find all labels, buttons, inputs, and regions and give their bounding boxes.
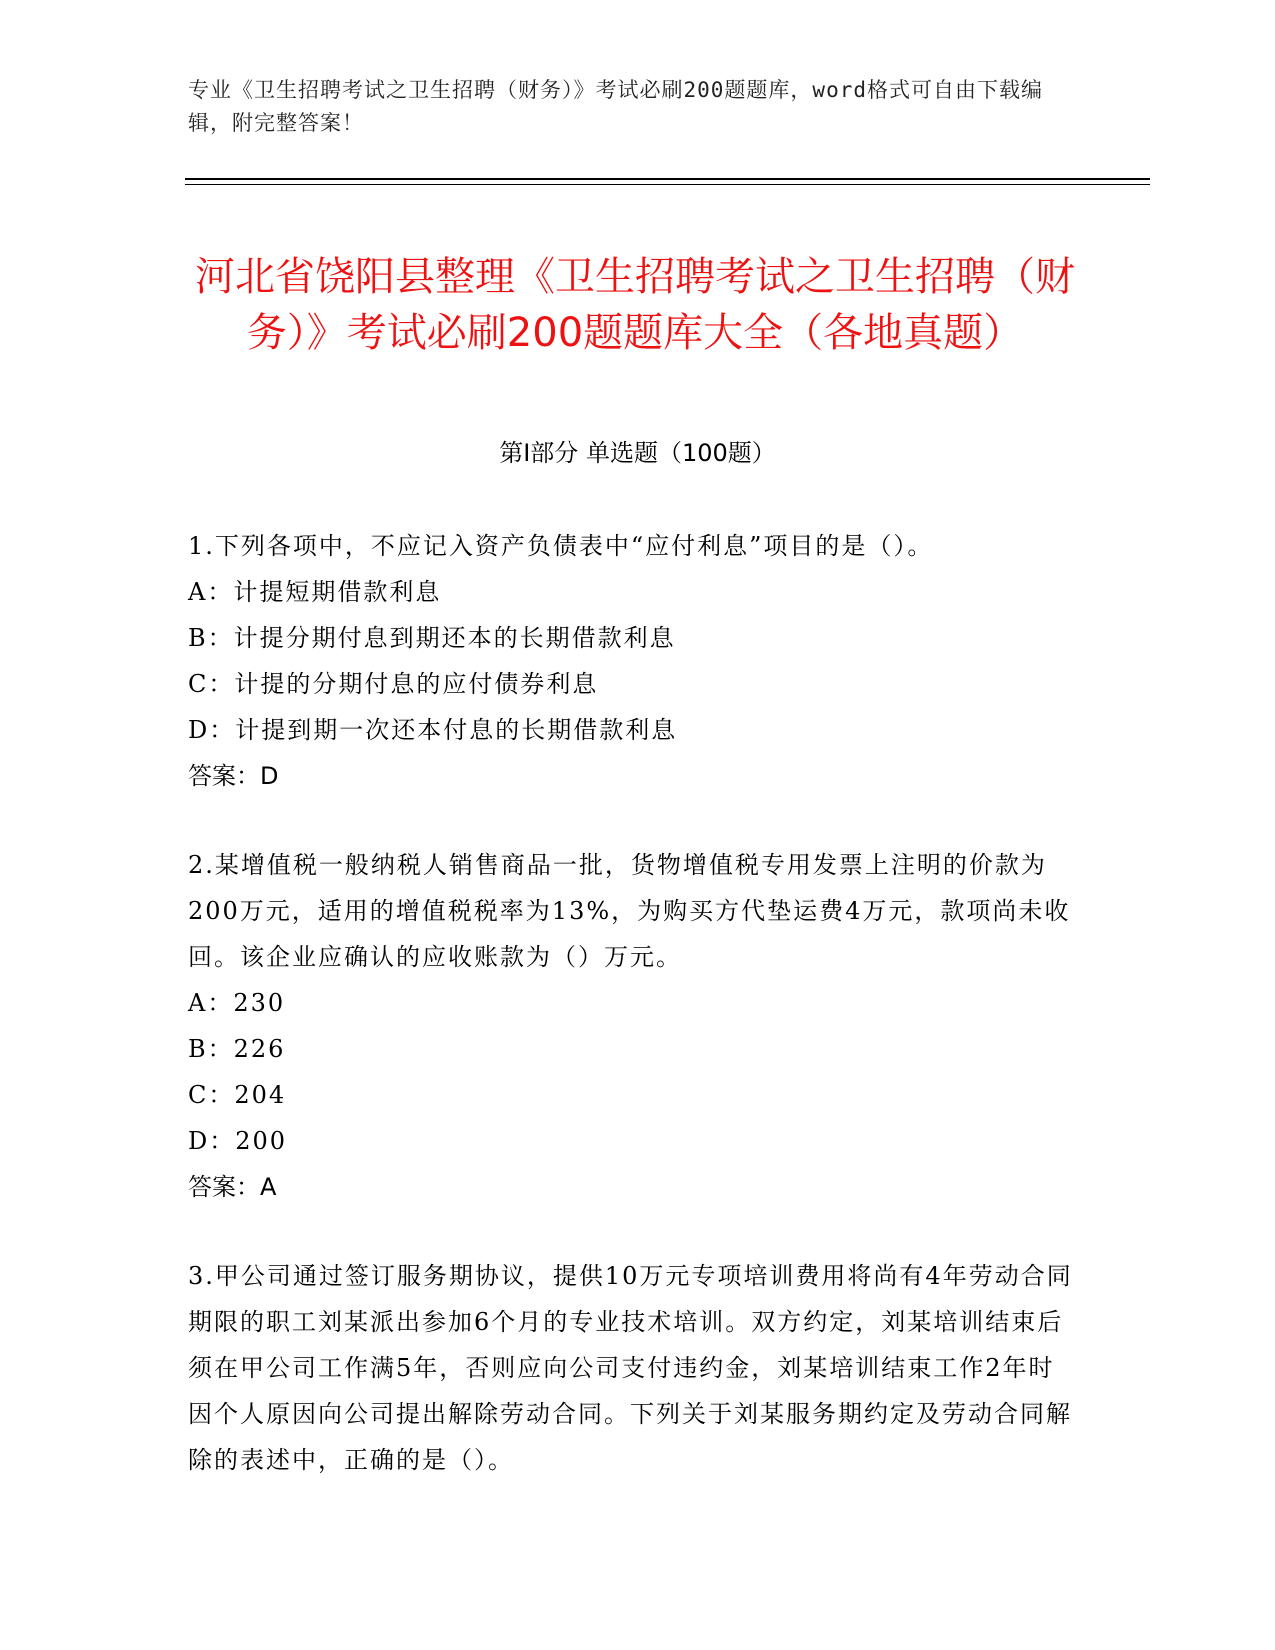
question-1	[188, 523, 1078, 799]
header-divider	[185, 178, 1150, 180]
question-stem: 3.甲公司通过签订服务期协议，提供10万元专项培训费用将尚有4年劳动合同期限的职工刘某派出参加6个月的专业技术培训。双方约定，刘某培训结束后须在甲公司工作满5年，否则应向公司支付违约金，刘某培训结束工作2年时因个人原因向公司提出解除劳动合同。下列关于刘某服务期约定及劳动合同解除的表述中，正确的是（）。	[188, 1262, 1073, 1474]
question-stem: 2.某增值税一般纳税人销售商品一批，货物增值税专用发票上注明的价款为200万元，适用的增值税税率为13%，为购买方代垫运费4万元，款项尚未收回。该企业应确认的应收账款为（）万元。	[188, 851, 1071, 971]
answer: 答案：D	[188, 762, 279, 790]
question-2	[188, 842, 1078, 1210]
option-a: A：230	[188, 989, 286, 1017]
option-c: C：204	[188, 1081, 287, 1109]
header-divider-thin	[185, 184, 1150, 185]
document-title: 河北省饶阳县整理《卫生招聘考试之卫生招聘（财务）》考试必刷200题题库大全（各地真题）	[195, 253, 1075, 356]
question-stem: 1.下列各项中，不应记入资产负债表中“应付利息”项目的是（）。	[188, 532, 934, 560]
option-b: B：226	[188, 1035, 286, 1063]
option-d: D：200	[188, 1127, 288, 1155]
option-b: B：计提分期付息到期还本的长期借款利息	[188, 624, 676, 652]
option-a: A：计提短期借款利息	[188, 578, 442, 606]
question-3	[188, 1253, 1078, 1483]
section-title: 第I部分 单选题（100题）	[499, 439, 776, 467]
answer: 答案：A	[188, 1173, 277, 1201]
option-d: D：计提到期一次还本付息的长期借款利息	[188, 716, 678, 744]
header-note: 专业《卫生招聘考试之卫生招聘（财务）》考试必刷200题题库，word格式可自由下载编辑，附完整答案！	[188, 78, 1043, 135]
option-c: C：计提的分期付息的应付债券利息	[188, 670, 599, 698]
